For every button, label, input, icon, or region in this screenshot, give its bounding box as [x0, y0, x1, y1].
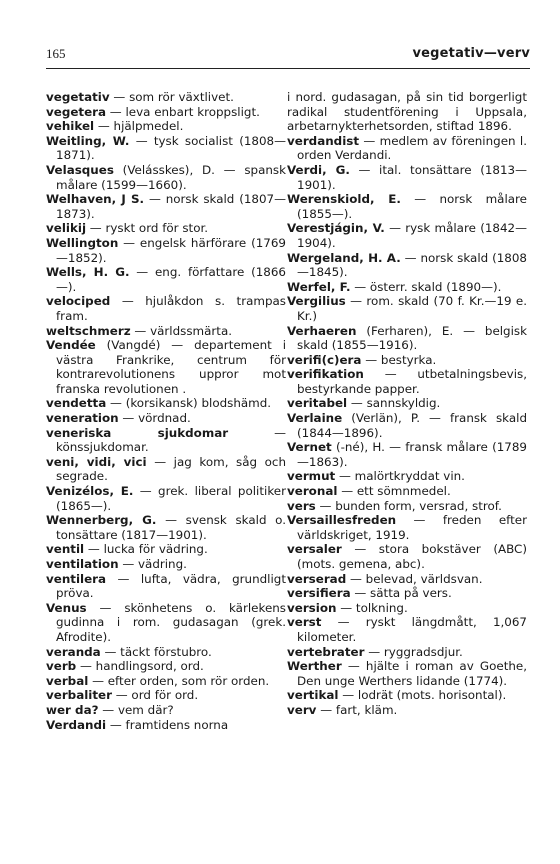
entry-headword: verst: [287, 615, 322, 630]
dictionary-entry: [287, 440, 527, 469]
entry-headword: vendetta: [46, 396, 107, 411]
entry-headword: verifi(c)era: [287, 352, 362, 367]
entry-definition: — vem där?: [98, 702, 174, 717]
entry-definition: — ryggradsdjur.: [364, 644, 463, 659]
dictionary-entry: [46, 659, 286, 674]
dictionary-entry: [287, 615, 527, 644]
entry-headword: vermut: [287, 469, 336, 484]
entry-definition: — belevad, världsvan.: [346, 571, 483, 586]
dictionary-entry: [287, 134, 527, 163]
entry-headword: Velasques: [46, 162, 114, 177]
page-header: [46, 44, 530, 69]
dictionary-entry: [287, 90, 527, 134]
entry-definition: — bestyrka.: [361, 352, 437, 367]
entry-definition: — lodrät (mots. horisontal).: [338, 688, 507, 703]
entry-headword: verbal: [46, 673, 89, 688]
dictionary-entry: [46, 688, 286, 703]
entry-definition: — bunden form, versrad, strof.: [315, 498, 502, 513]
dictionary-entry: [287, 499, 527, 514]
dictionary-entry: [287, 586, 527, 601]
dictionary-entry: [287, 324, 527, 353]
entry-headword: veneration: [46, 411, 119, 426]
entry-headword: Verestjágin, V.: [287, 221, 385, 236]
entry-headword: Vergilius: [287, 294, 346, 309]
dictionary-entry: [287, 411, 527, 440]
entry-definition: — världssmärta.: [130, 323, 233, 338]
entry-headword: Wennerberg, G.: [46, 513, 157, 528]
entry-definition: i nord. gudasagan, på sin tid borgerligt radikal studentförening i Uppsala, arbetarnykterhetsorden, stiftad 1896.: [287, 90, 527, 134]
dictionary-entry: [46, 192, 286, 221]
entry-definition: — grek. liberal politiker (1865—).: [56, 484, 286, 513]
dictionary-entry: [287, 367, 527, 396]
entry-definition: — jag kom, såg och segrade.: [56, 454, 286, 484]
entry-definition: (-né), H. — fransk målare (1789—1863).: [297, 440, 527, 469]
dictionary-entry: [287, 703, 527, 718]
dictionary-entry: [46, 324, 286, 339]
entry-definition: — tysk socialist (1808—1871).: [56, 133, 286, 163]
entry-headword: Werfel, F.: [287, 279, 351, 294]
dictionary-entry: [46, 411, 286, 426]
dictionary-entry: [46, 134, 286, 163]
entry-headword: verdandist: [287, 133, 360, 148]
entry-definition: — medlem av föreningen l. orden Verdandi.: [297, 133, 527, 163]
entry-definition: — svensk skald o. tonsättare (1817—1901).: [56, 513, 287, 542]
entry-definition: — norsk skald (1808—1845).: [297, 250, 527, 280]
dictionary-entry: [46, 542, 286, 557]
entry-headword: vertikal: [287, 688, 339, 703]
entry-definition: — som rör växtlivet.: [109, 90, 234, 104]
entry-definition: — eng. författare (1866—).: [56, 265, 286, 294]
entry-definition: — ryskt ord för stor.: [86, 221, 209, 236]
dictionary-entry: [46, 572, 286, 601]
entry-definition: (Velásskes), D. — spansk målare (1599—1660).: [56, 162, 286, 192]
entry-headword: Weitling, W.: [46, 133, 130, 148]
entry-headword: Verdi, G.: [287, 162, 350, 177]
entry-definition: — fart, kläm.: [316, 702, 398, 717]
entry-headword: veronal: [287, 484, 338, 499]
page-number: 165: [46, 46, 66, 61]
entry-headword: ventil: [46, 542, 85, 557]
entry-headword: verserad: [287, 571, 347, 586]
entry-definition: — österr. skald (1890—).: [350, 279, 502, 294]
entry-headword: verifikation: [287, 367, 364, 382]
dictionary-entry: [46, 703, 286, 718]
entry-definition: — sannskyldig.: [347, 396, 441, 411]
entry-headword: verbaliter: [46, 688, 112, 703]
entry-headword: Verlaine: [287, 411, 343, 426]
entry-headword: Welhaven, J S.: [46, 192, 145, 207]
entry-definition: — norsk målare (1855—).: [297, 192, 527, 221]
dictionary-entry: [46, 645, 286, 660]
entry-headword: Versaillesfreden: [287, 513, 397, 528]
entry-definition: — efter orden, som rör orden.: [88, 673, 270, 688]
entry-definition: — täckt förstubro.: [100, 644, 212, 659]
entry-headword: veneriska sjukdomar: [46, 425, 229, 440]
dictionary-entry: [287, 294, 527, 323]
entry-headword: Vernet: [287, 440, 332, 455]
entry-headword: wer da?: [46, 702, 99, 717]
entry-definition: — leva enbart kroppsligt.: [106, 104, 260, 119]
entry-headword: vegetera: [46, 104, 107, 119]
entry-headword: Wells, H. G.: [46, 265, 130, 280]
entry-headword: versifiera: [287, 586, 351, 601]
dictionary-entry: [46, 265, 286, 294]
dictionary-entry: [46, 236, 286, 265]
entry-headword: ventilation: [46, 557, 119, 571]
entry-definition: — lucka för vädring.: [84, 542, 208, 557]
dictionary-entry: [46, 338, 286, 396]
entry-definition: — sätta på vers.: [350, 586, 452, 601]
entry-headword: verb: [46, 659, 77, 674]
dictionary-entry: [46, 557, 286, 572]
entry-definition: (Verlän), P. — fransk skald (1844—1896).: [297, 411, 527, 440]
dictionary-entry: [287, 469, 527, 484]
dictionary-entry: [46, 105, 286, 120]
entry-headword: Venizélos, E.: [46, 484, 134, 499]
entry-headword: verv: [287, 702, 317, 717]
entry-headword: Vendée: [46, 338, 96, 353]
entry-headword: velikij: [46, 221, 87, 236]
dictionary-entry: [287, 221, 527, 250]
right-column: [287, 90, 527, 718]
entry-headword: Wergeland, H. A.: [287, 250, 401, 265]
entry-definition: — vädring.: [118, 557, 187, 571]
entry-definition: — handlingsord, ord.: [76, 659, 204, 674]
dictionary-entry: [287, 192, 527, 221]
dictionary-entry: [46, 601, 286, 645]
dictionary-entry: [287, 353, 527, 368]
dictionary-entry: [46, 294, 286, 323]
entry-headword: veni, vidi, vici: [46, 454, 147, 469]
entry-definition: — tolkning.: [336, 600, 408, 615]
entry-definition: — rysk målare (1842—1904).: [297, 221, 527, 250]
entry-headword: ventilera: [46, 571, 107, 586]
dictionary-entry: [46, 513, 286, 542]
entry-headword: vehikel: [46, 119, 95, 134]
dictionary-entry: [287, 163, 527, 192]
dictionary-entry: [46, 221, 286, 236]
dictionary-entry: [287, 645, 527, 660]
dictionary-entry: [46, 455, 286, 484]
entry-headword: Verdandi: [46, 717, 107, 732]
dictionary-entry: [46, 163, 286, 192]
entry-definition: (Ferharen), E. — belgisk skald (1855—1916).: [297, 323, 527, 353]
entry-definition: — könssjukdomar.: [56, 425, 286, 455]
entry-headword: Venus: [46, 600, 87, 615]
entry-headword: Wellington: [46, 235, 119, 250]
dictionary-entry: [46, 718, 286, 733]
entry-definition: — utbetalningsbevis, bestyrkande papper.: [297, 367, 527, 396]
entry-definition: — engelsk härförare (1769—1852).: [56, 235, 286, 265]
dictionary-entry: [46, 484, 286, 513]
entry-headword: version: [287, 600, 337, 615]
entry-definition: — framtidens norna: [106, 717, 229, 732]
entry-definition: — lufta, vädra, grundligt pröva.: [56, 571, 286, 601]
entry-definition: — ord för ord.: [111, 688, 199, 703]
entry-definition: — rom. skald (70 f. Kr.—19 e. Kr.): [297, 294, 527, 323]
dictionary-entry: [287, 513, 527, 542]
entry-definition: — ett sömnmedel.: [337, 484, 451, 499]
dictionary-entry: [287, 484, 527, 499]
entry-definition: (Vangdé) — departement i västra Frankrike, centrum för kontrarevolutionens uppror mot franska revolutionen .: [56, 338, 286, 396]
dictionary-entry: [46, 674, 286, 689]
entry-definition: — malörtkryddat vin.: [335, 469, 465, 484]
dictionary-entry: [287, 280, 527, 295]
left-column: [46, 90, 286, 732]
entry-headword: vers: [287, 498, 316, 513]
entry-headword: Werenskiold, E.: [287, 192, 401, 207]
dictionary-entry: [287, 396, 527, 411]
entry-headword: Werther: [287, 659, 342, 674]
entry-headword: weltschmerz: [46, 323, 131, 338]
entry-headword: veranda: [46, 644, 101, 659]
entry-definition: — hjälpmedel.: [94, 119, 184, 134]
dictionary-entry: [287, 572, 527, 587]
entry-headword: vegetativ: [46, 90, 110, 104]
dictionary-entry: [287, 601, 527, 616]
dictionary-entry: [287, 542, 527, 571]
dictionary-entry: [46, 396, 286, 411]
dictionary-entry: [287, 251, 527, 280]
dictionary-entry: [287, 659, 527, 688]
entry-headword: versaler: [287, 542, 342, 557]
entry-definition: — vördnad.: [118, 411, 191, 426]
running-head: vegetativ—verv: [412, 46, 530, 61]
entry-definition: — norsk skald (1807—1873).: [56, 192, 287, 221]
dictionary-entry: [46, 119, 286, 134]
entry-definition: — (korsikansk) blodshämd.: [106, 396, 272, 411]
dictionary-entry: [287, 688, 527, 703]
entry-definition: — ryskt längdmått, 1,067 kilometer.: [297, 615, 527, 644]
dictionary-entry: [46, 90, 286, 105]
entry-definition: — stora bokstäver (ABC) (mots. gemena, abc).: [297, 542, 527, 571]
entry-definition: — freden efter världskriget, 1919.: [297, 513, 527, 542]
entry-headword: velociped: [46, 294, 111, 309]
entry-definition: — ital. tonsättare (1813—1901).: [297, 162, 527, 192]
dictionary-entry: [46, 426, 286, 455]
entry-headword: vertebrater: [287, 644, 365, 659]
entry-definition: — hjälte i roman av Goethe, Den unge Werthers lidande (1774).: [297, 659, 527, 688]
entry-definition: — hjulåkdon s. trampas fram.: [56, 294, 286, 323]
entry-definition: — skönhetens o. kärlekens gudinna i rom. gudasagan (grek. Afrodite).: [56, 600, 286, 644]
entry-headword: Verhaeren: [287, 323, 357, 338]
entry-headword: veritabel: [287, 396, 348, 411]
